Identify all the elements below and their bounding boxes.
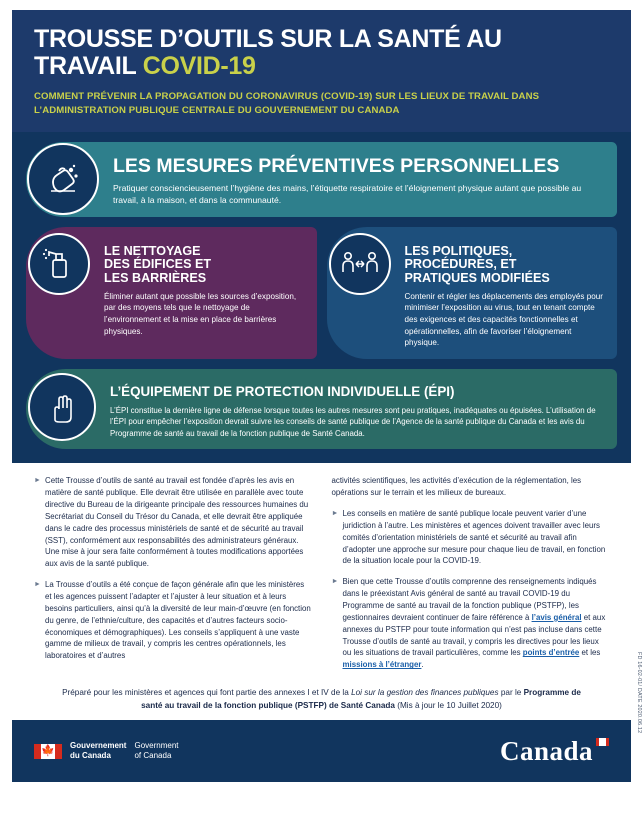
card-ppe-body bbox=[96, 369, 617, 449]
maple-leaf-icon: 🍁 bbox=[41, 744, 55, 757]
card-cleaning-title-line1: LE NETTOYAGE bbox=[104, 243, 201, 258]
measures-panel bbox=[12, 132, 631, 463]
gov-en-line1: Government bbox=[134, 740, 179, 750]
card-policies-title bbox=[405, 245, 606, 286]
card-cleaning-title-line2: DES ÉDIFICES ET bbox=[104, 257, 212, 272]
bullet-text-rich bbox=[343, 576, 610, 671]
card-personal-preventive-measures bbox=[26, 142, 617, 217]
arrow-icon: ► bbox=[331, 509, 339, 517]
card-policies-text: Contenir et régler les déplacements des employés pour minimiser l’exposition au virus, tout en tenant compte des exigences et des capacités fonctionnelles et opérationnelles, afin de favoriser l’éloignement physique. bbox=[404, 291, 603, 348]
bullet-seg: Bien que cette Trousse d’outils comprenne des renseignements indiqués dans le préexistant Avis général de santé au travail COVID-19 du Programme de santé au travail de la fonction publique (PSTFP), les gestionnaires devraient continuer de faire référence à bbox=[342, 577, 597, 622]
bullet-text: Les conseils en matière de santé publique locale peuvent varier d’une juridiction à l’autre. Les ministères et agences doivent travailler avec leurs comités d’orientation ministériels de santé et sécurité au travail afin d’adopter une approche sur mesure pour chaque lieu de travail, en fonction de la situation locale pour la COVID-19. bbox=[342, 508, 606, 566]
poster-footer bbox=[12, 720, 631, 782]
list-item bbox=[332, 508, 610, 567]
arrow-icon: ► bbox=[34, 581, 41, 589]
list-item bbox=[332, 576, 610, 671]
card-ppe-text: L’ÉPI constitue la dernière ligne de défense lorsque toutes les autres mesures sont peu pratiques, inadéquates ou épuisées. L’utilisation de l’ÉPI pour empêcher l’exposition devrait suivre les conseils de santé publique de l’Agence de la santé publique du Canada et les avis du Programme de santé au travail de la fonction publique de Santé Canada. bbox=[110, 405, 596, 438]
bullet-seg: et aux annexes du PSTFP pour toute information qui n’est pas incluse dans cette Trousse d’outils de santé au travail, y compris les directives pour les lieux ou les situations de travail particulières, comme les bbox=[342, 612, 606, 658]
card-policies-procedures bbox=[327, 227, 618, 359]
card-policies-body bbox=[391, 227, 618, 359]
bullet-seg: et les bbox=[579, 648, 601, 658]
prepared-bold: Programme de santé au travail de la fonction publique (PSTFP) de Santé Canada bbox=[141, 688, 581, 711]
government-labels bbox=[70, 741, 126, 763]
prepared-italic: Loi sur la gestion des finances publiques bbox=[351, 688, 499, 698]
bullet-text: Cette Trousse d’outils de santé au travail est fondée d’après les avis en matière de santé publique. Elle devrait être utilisée en parallèle avec toute directive du Bureau de la dirigeante principale des ressources humaines du Secrétariat du Conseil du Trésor du Canada, et elle devrait être appliquée dans le cadre des processus ministériels de santé et de sécurité au travail (SST), conformément aux responsabilités des administrateurs généraux. Une mise à jour sera faite conformément à toutes modifications apportées aux avis de la santé publique. bbox=[45, 476, 309, 569]
gov-en-line2: of Canada bbox=[134, 751, 172, 761]
canada-wordmark bbox=[500, 736, 609, 767]
card-cleaning-body bbox=[90, 227, 317, 348]
card-personal-text: Pratiquer consciencieusement l’hygiène des mains, l’étiquette respiratoire et l’éloignement physique autant que possible au travail, à la maison, et dans la communauté. bbox=[113, 182, 582, 206]
list-item bbox=[34, 475, 312, 570]
title-line-2: TRAVAIL bbox=[34, 52, 143, 80]
bullet-text: activités scientifiques, les activités d’exécution de la réglementation, les opérations sur le terrain et les milieux de bureaux. bbox=[331, 476, 582, 498]
government-signature bbox=[34, 741, 179, 763]
prepared-prefix: Préparé pour les ministères et agences qui font partie des annexes I et IV de la bbox=[62, 688, 352, 698]
handwashing-icon bbox=[27, 143, 99, 215]
list-item-continuation bbox=[332, 475, 610, 499]
spray-bottle-icon bbox=[28, 233, 90, 295]
link-avis-general[interactable]: l’avis général bbox=[531, 612, 582, 622]
wordmark-flag-icon bbox=[596, 738, 609, 746]
title-accent: COVID-19 bbox=[142, 52, 256, 80]
card-ppe-title: L’ÉQUIPEMENT DE PROTECTION INDIVIDUELLE (ÉPI) bbox=[110, 384, 455, 400]
card-cleaning-title-line3: LES BARRIÈRES bbox=[104, 270, 207, 285]
link-points-dentree[interactable]: points d’entrée bbox=[522, 648, 580, 658]
card-cleaning-text: Éliminer autant que possible les sources d’exposition, par des moyens tels que le nettoyage de l’environnement et la mise en place de barrières physiques. bbox=[104, 291, 297, 336]
physical-distancing-icon bbox=[329, 233, 391, 295]
right-column bbox=[332, 475, 610, 680]
card-cleaning-title bbox=[104, 245, 305, 286]
header-subtitle: COMMENT PRÉVENIR LA PROPAGATION DU CORONAVIRUS (COVID-19) SUR LES LIEUX DE TRAVAIL DANS L’ADMINISTRATION PUBLIQUE CENTRALE DU GOUVERNEMENT DU CANADA bbox=[34, 91, 540, 116]
canada-flag-icon bbox=[34, 744, 62, 759]
arrow-icon: ► bbox=[34, 477, 41, 485]
list-item bbox=[34, 579, 312, 662]
card-cleaning-barriers bbox=[26, 227, 317, 359]
arrow-icon: ► bbox=[331, 578, 339, 586]
bullet-seg: . bbox=[421, 660, 424, 670]
card-policies-title-line1: LES POLITIQUES, bbox=[404, 243, 513, 258]
government-labels-en bbox=[134, 741, 178, 763]
card-policies-title-line3: PRATIQUES MODIFIÉES bbox=[404, 270, 550, 285]
body-columns bbox=[12, 463, 631, 680]
card-personal-body bbox=[99, 142, 617, 217]
gov-fr-line2: du Canada bbox=[70, 751, 111, 761]
card-policies-title-line2: PROCÉDURES, ET bbox=[404, 257, 517, 272]
card-personal-title: LES MESURES PRÉVENTIVES PERSONNELLES bbox=[113, 154, 560, 177]
middle-cards-row bbox=[26, 227, 617, 359]
title-line-1: TROUSSE D’OUTILS SUR LA SANTÉ AU bbox=[34, 25, 502, 53]
bullet-text: La Trousse d’outils a été conçue de façon générale afin que les ministères et les agences puissent l’adapter et l’ajuster à leur situation et à leurs besoins particuliers, ainsi qu’à la diversité de leur main-d’œuvre (en fonction du genre, de l’ethnie/culture, des capacités et d’autres facteurs socio-économiques et démographiques). Les conseils s’appliquent à une vaste gamme de milieux de travail, y compris les centres opérationnels, les laboratoires et d’autres bbox=[45, 580, 311, 661]
card-ppe bbox=[26, 369, 617, 449]
prepared-mid: par le bbox=[498, 688, 524, 698]
prepared-by-note bbox=[12, 680, 631, 720]
wordmark-text: Canada bbox=[499, 735, 593, 766]
prepared-suffix: (Mis à jour le 10 Juillet 2020) bbox=[394, 701, 502, 711]
gloves-icon bbox=[28, 373, 96, 441]
left-column bbox=[34, 475, 312, 680]
link-missions-etranger[interactable]: missions à l’étranger bbox=[342, 660, 422, 670]
poster-header bbox=[12, 10, 631, 132]
document-code: FD 16-02-01/ DATE 2020.06.12 bbox=[636, 651, 642, 733]
page-title bbox=[34, 26, 609, 80]
gov-fr-line1: Gouvernement bbox=[70, 740, 127, 750]
